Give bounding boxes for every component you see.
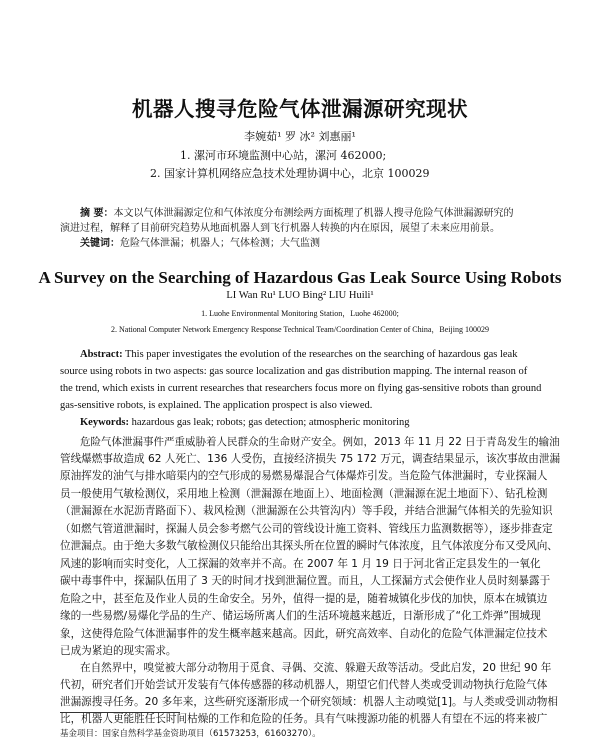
body-line: 泄漏源搜寻任务。20 多年来，这些研究逐渐形成一个研究领域：机器人主动嗅觉[1]。与人类或受训动物相 [60,696,558,708]
authors-en: LI Wan Ru¹ LUO Bing² LIU Huili¹ [226,290,374,301]
affiliation-en-1: 1. Luohe Environmental Monitoring Station，Luohe 462000; [201,309,399,318]
body-line: 缘的一些易燃/易爆化学品的生产、储运场所离人们的生活环境越来越近，日渐形成了“化工炸弹”围城现 [60,610,541,622]
keywords-en-text: hazardous gas leak; robots; gas detection; atmospheric monitoring [131,417,410,428]
body-line: 风速的影响而实时变化，人工探漏的效率并不高。在 2007 年 1 月 19 日于河北省正定县发生的一氧化 [60,558,541,570]
body-line: 在自然界中，嗅觉被大部分动物用于觅食、寻偶、交流、躲避天敌等活动。受此启发，20 世纪 90 年 [80,662,552,674]
body-line: 代初，研究者们开始尝试开发装有气体传感器的移动机器人，期望它们代替人类或受训动物执行危险气体 [60,679,548,691]
paper-title-en: A Survey on the Searching of Hazardous Gas Leak Source Using Robots [38,268,562,287]
abstract-cn-label: 摘 要： [80,208,114,219]
body-line: 危险气体泄漏事件严重威胁着人民群众的生命财产安全。例如，2013 年 11 月 22 日于青岛发生的输油 [80,436,560,448]
body-line: 管线爆燃事故造成 62 人死亡、136 人受伤，直接经济损失 75 172 万元，调查结果显示，该次事故由泄漏 [60,453,561,465]
authors-cn: 李婉茹¹ 罗 冰² 刘惠丽¹ [244,130,356,143]
keywords-cn-text: 危险气体泄漏；机器人；气体检测；大气监测 [120,238,320,249]
affiliation-cn-2: 2. 国家计算机网络应急技术处理协调中心，北京 100029 [150,167,430,180]
body-line: 危险之中，甚至危及作业人员的生命安全。另外，值得一提的是，随着城镇化步伐的加快，原本在城镇边 [60,593,548,605]
abstract-cn-line: 本文以气体泄漏源定位和气体浓度分布测绘两方面梳理了机器人搜寻危险气体泄漏源研究的 [113,208,514,219]
body-line: 原油挥发的油气与排水暗渠内的空气形成的易燃易爆混合气体爆炸引发。当危险气体泄漏时，专业探漏人 [60,470,548,482]
body-line: 员一般使用气敏检测仪，采用地上检测（泄漏源在地面上）、地面检测（泄漏源在泥土地面下）、钻孔检测 [60,488,548,500]
body-line: 象，这使得危险气体泄漏事件的发生概率越来越高。因此，研究高效率、自动化的危险气体泄漏定位技术 [60,628,548,640]
abstract-en-line: the trend, which exists in current researches that researchers focus more on flying gas-sensitive robots than ground [60,383,542,394]
body-line: 碳中毒事件中，探漏队伍用了 3 天的时间才找到泄漏位置。而且，人工探漏方式会使作业人员时刻暴露于 [60,575,551,587]
body-line: 已成为紧迫的现实需求。 [60,645,177,657]
abstract-en-line: gas-sensitive robots, is explained. The application prospect is also viewed. [60,400,373,411]
body-line: 比，机器人更能胜任长时间枯燥的工作和危险的任务。具有气味搜源功能的机器人有望在不远的将来被广 [60,713,548,725]
abstract-en-line: source using robots in two aspects: gas source localization and gas distribution mapping. The internal reason of [60,366,528,377]
paper-title-cn: 机器人搜寻危险气体泄漏源研究现状 [132,97,468,121]
affiliation-en-2: 2. National Computer Network Emergency Response Technical Team/Coordination Center of China，Beijing 100029 [111,325,489,334]
footnote-rule [60,712,180,713]
abstract-en-label: Abstract: [80,349,123,360]
keywords-cn-label: 关键词： [80,238,120,249]
body-line: （泄漏源在水泥沥青路面下）、栽风检测（泄漏源在公共管沟内）等手段，并结合泄漏气体相关的先验知识 [60,505,553,517]
body-line: 位泄漏点。由于绝大多数气敏检测仪只能给出其探头所在位置的瞬时气体浓度，且气体浓度分布又受风向、 [60,540,558,552]
footnote-funding: 基金项目：国家自然科学基金资助项目（61573253，61603270）。 [60,729,321,739]
keywords-en-label: Keywords: [80,417,129,428]
abstract-cn-line: 演进过程，解释了目前研究趋势从地面机器人到飞行机器人转换的内在原因，展望了未来应用前景。 [60,223,500,234]
abstract-en-line: This paper investigates the evolution of the researches on the searching of hazardous gas leak [125,349,518,360]
affiliation-cn-1: 1. 漯河市环境监测中心站，漯河 462000; [180,149,387,162]
body-line: （如燃气管道泄漏时，探漏人员会参考燃气公司的管线设计施工资料、管线压力监测数据等），逐步排查定 [60,523,553,535]
